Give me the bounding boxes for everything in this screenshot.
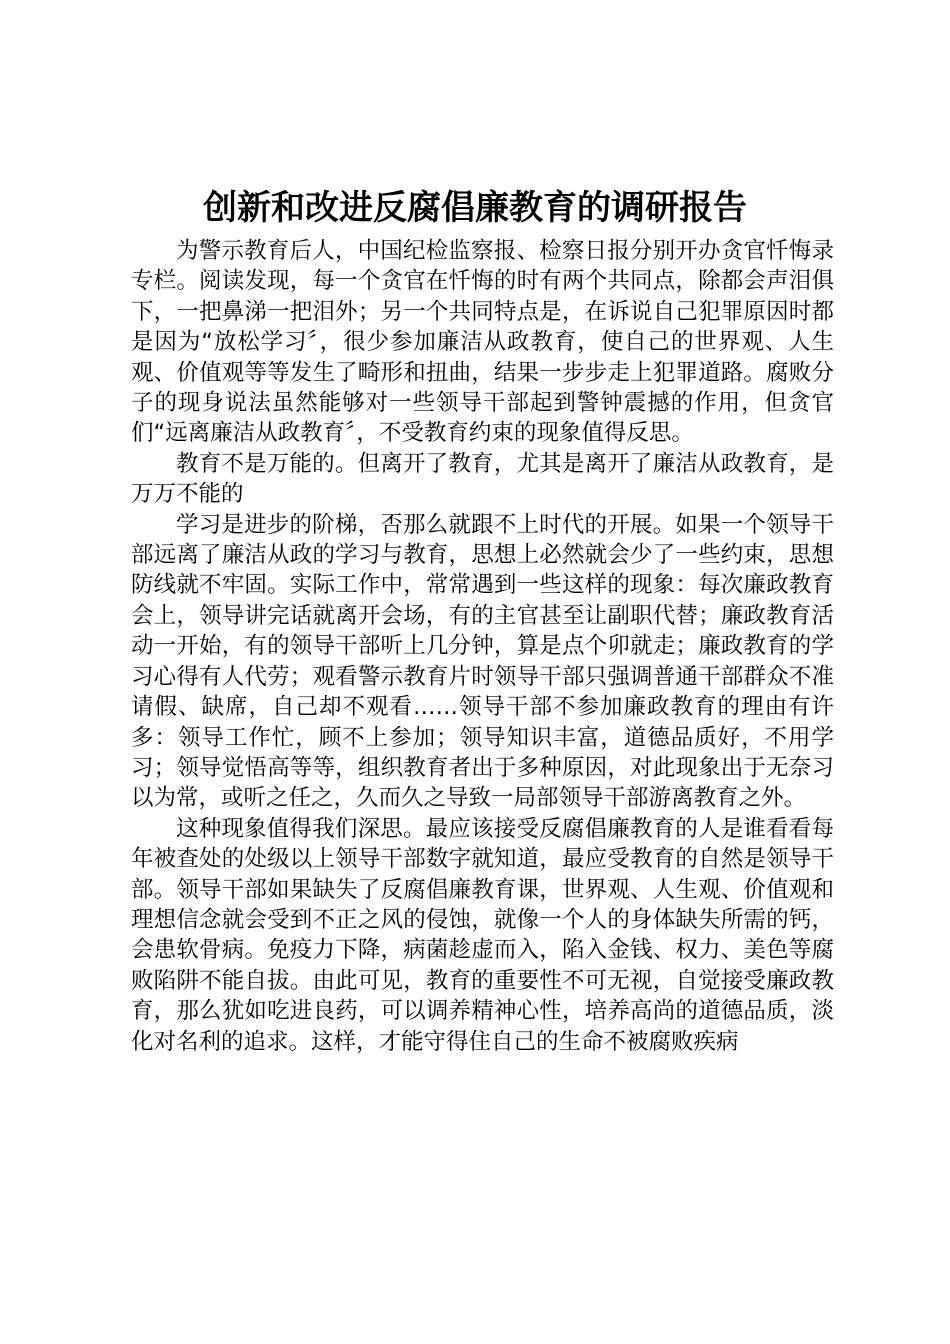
page-title: 创新和改进反腐倡廉教育的调研报告: [203, 188, 747, 228]
paragraph: 为警示教育后人，中国纪检监察报、检察日报分别开办贪官忏悔录专栏。阅读发现，每一个贪官在忏悔的时有两个共同点，除都会声泪俱下，一把鼻涕一把泪外；另一个共同特点是，在诉说自己犯罪原因时都是因为“放松学习〞，很少参加廉洁从政教育，使自己的世界观、人生观、价值观等等发生了畸形和扭曲，结果一步步走上犯罪道路。腐败分子的现身说法虽然能够对一些领导干部起到警钟震撼的作用，但贪官们“远离廉洁从政教育〞，不受教育约束的现象值得反思。: [131, 238, 834, 447]
document-body: [131, 236, 834, 1057]
paragraph: 这种现象值得我们深思。最应该接受反腐倡廉教育的人是谁看看每年被查处的处级以上领导干部数字就知道，最应受教育的自然是领导干部。领导干部如果缺失了反腐倡廉教育课，世界观、人生观、价值观和理想信念就会受到不正之风的侵蚀，就像一个人的身体缺失所需的钙，会患软骨病。免疫力下降，病菌趁虚而入，陷入金钱、权力、美色等腐败陷阱不能自拔。由此可见，教育的重要性不可无视，自觉接受廉政教育，那么犹如吃进良药，可以调养精神心性，培养高尚的道德品质，淡化对名利的追求。这样，才能守得住自己的生命不被腐败疾病: [131, 815, 834, 1055]
paragraph: 教育不是万能的。但离开了教育，尤其是离开了廉洁从政教育，是万万不能的: [131, 450, 834, 508]
paragraph: 学习是进步的阶梯，否那么就跟不上时代的开展。如果一个领导干部远离了廉洁从政的学习与教育，思想上必然就会少了一些约束，思想防线就不牢固。实际工作中，常常遇到一些这样的现象：每次廉政教育会上，领导讲完话就离开会场，有的主官甚至让副职代替；廉政教育活动一开始，有的领导干部听上几分钟，算是点个卯就走；廉政教育的学习心得有人代劳；观看警示教育片时领导干部只强调普通干部群众不准请假、缺席，自己却不观看……领导干部不参加廉政教育的理由有许多：领导工作忙，顾不上参加；领导知识丰富，道德品质好，不用学习；领导觉悟高等等，组织教育者出于多种原因，对此现象出于无奈习以为常，或听之任之，久而久之导致一局部领导干部游离教育之外。: [131, 511, 834, 812]
